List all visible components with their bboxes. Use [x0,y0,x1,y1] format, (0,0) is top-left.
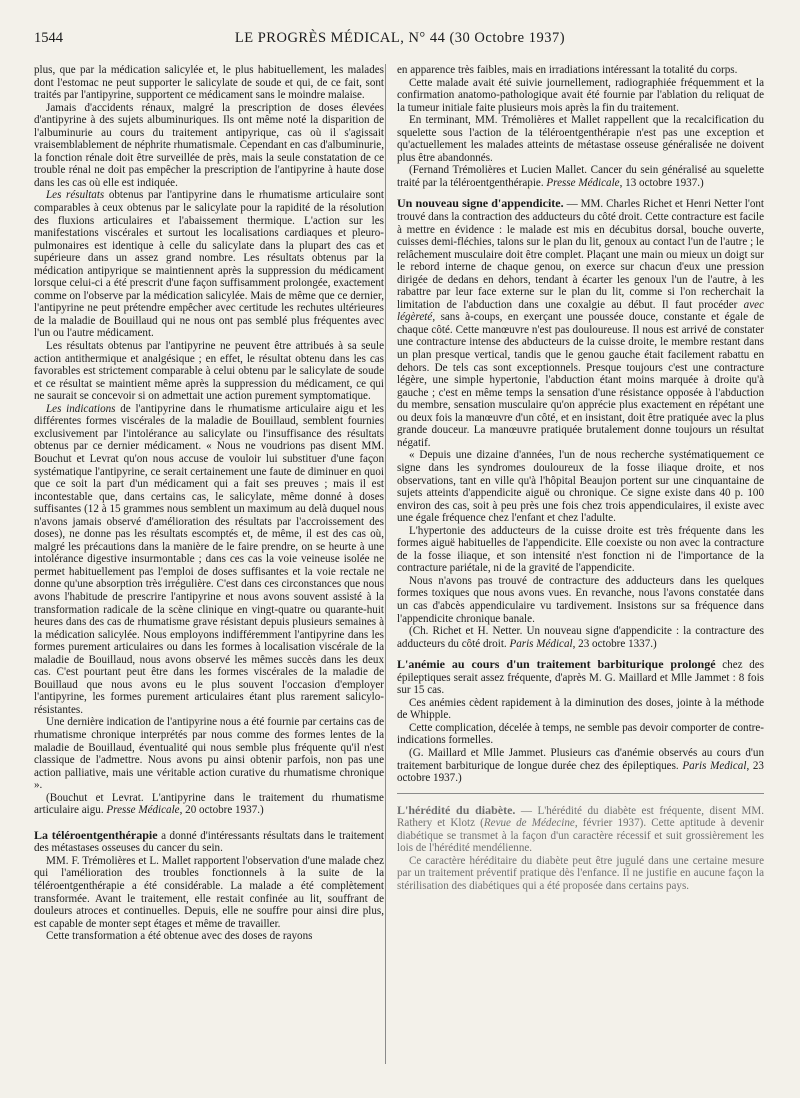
paragraph-text: — MM. Charles Richet et Henri Netter l'ont trouvé dans la contraction des adducteurs du côté droit. Cette contracture est facile à mettre en évidence : le malade est mis en décubitus dorsal, bouche ouverte, cuisses demi-fléchies, talons sur le plan du lit, genoux au contact l'un de l'autre ; le relâchement musculaire doit être complet. Plaçant une main ou mieux un doigt sur le rebord interne de chaque genou, on exerce sur chacun d'eux une pression dirigée de dedans en dehors, tendant à écarter les genoux l'un de l'autre, à les rabattre par leur face externe sur le plan du lit, comme si l'on recherchait la limitation de l'abduction dans une coxalgie au début. Il faut procéder [397,198,764,311]
running-head [34,30,766,52]
paragraph: Ce caractère héréditaire du diabète peut être jugulé dans une certaine mesure par un traitement préventif pratique dès l'enfance. Il ne justifie en aucune façon la stérilisation des diabétiques qui a été proposée dans certains pays. [397,854,764,892]
section-heading: L'anémie au cours d'un traitement barbiturique prolongé [397,657,716,672]
paragraph: MM. F. Trémolières et L. Mallet rapportent l'observation d'une malade chez qui l'amélioration des troubles fonctionnels à la suite de la téléroentgenthérapie a été considérable. La malade a été complètement transformée. Avant le traitement, elle restait confinée au lit, souffrant de douleurs atroces et continuelles. Depuis, elle ne souffre pour ainsi dire plus, est capable de monter sept étages et même de travailler. [34,854,384,930]
left-column [34,64,384,943]
section-divider [397,793,764,794]
paragraph-text: , février 1937). Cette aptitude à devenir diabétique se transmet à la façon d'un caractère récessif et suit grossièrement les lois de l'hérédité mendélienne. [397,817,764,855]
citation-journal: Presse Médicale [546,176,620,189]
paragraph: Jamais d'accidents rénaux, malgré la prescription de doses élevées d'antipyrine à des sujets albuminuriques. Ils ont même noté la disparition de l'albuminurie au cours du traitement antipyrique, cas où il s'agissait vraisemblablement de néphrite rhumatismale. Cependant en cas d'albuminurie, la fonction rénale doit être surveillée de près, mais la seule constatation de ce trouble rénal ne doit pas empêcher la prescription de l'antipyrine à haute dose dans les cas où elle est indiquée. [34,101,384,189]
paragraph-text: obtenus par l'antipyrine dans le rhumatisme articulaire sont comparables à ceux obtenus par le salicylate pour la rapidité de la résolution des fluxions articulaires et l'abaissement thermique. L'action sur les manifestations viscérales et surtout les localisations cardiaques et pleuro-pulmonaires est identique à celle du salicylate dans la plupart des cas et supérieure dans un assez grand nombre. Les résultats obtenus par la médication antipyrique se maintiennent après la suppression du médicament lorsque celui-ci a été prescrit d'une façon suffisamment prolongée, exactement comme on l'observe par la médication salicylée. Mais de même que ce dernier, l'antipyrine ne peut prétendre empêcher avec certitude les rechutes ultérieures de la maladie de Bouillaud qui ne nous ont pas semblé plus fréquentes avec l'un ou l'autre médicament. [34,189,384,340]
section-paragraph [397,658,764,697]
citation [397,747,764,785]
paragraph [34,189,384,340]
citation-journal: Presse Médicale [106,804,180,817]
paragraph: L'hypertonie des adducteurs de la cuisse droite est très fréquente dans les formes aiguë habituelles de l'appendicite. Elle coexiste ou non avec la contracture de la fosse iliaque, et son intensité n'est fonction ni de l'importance de la contracture pariétale, ni de la gravité de l'appendicite. [397,524,764,575]
page-number: 1544 [34,30,63,46]
citation-journal: Paris Medical [682,759,747,772]
citation [34,792,384,817]
section-paragraph [397,804,764,855]
journal-title: LE PROGRÈS MÉDICAL, N° 44 (30 Octobre 1937) [234,30,566,46]
citation-journal: Paris Médical [509,637,573,650]
paragraph: « Depuis une dizaine d'années, l'un de nous recherche systématiquement ce signe dans les syndromes douloureux de la fosse iliaque droite, et nos observations, tant en ville qu'à l'hôpital Beaujon portent sur une cinquantaine de sujets atteints d'appendicite aiguë ou chronique. Ce signe existe dans 40 p. 100 environ des cas, soit à peu près une fois chez trois appendiculaires, il existe avec une égale fréquence chez l'enfant et chez l'adulte. [397,449,764,525]
citation-text: (Fernand Trémolières et Lucien Mallet. Cancer du sein généralisé au squelette traité par la téléroentgenthérapie. [397,164,764,189]
section-paragraph [34,829,384,855]
citation-date: , 23 octobre 1937.) [397,759,764,785]
right-column [397,64,764,892]
citation-text: (Ch. Richet et H. Netter. Un nouveau signe d'appendicite : la contracture des adducteurs du côté droit. [397,625,764,650]
citation-date: , 20 octobre 1937.) [179,804,264,817]
citation [397,625,764,650]
paragraph-text: de l'antipyrine dans le rhumatisme articulaire aigu et les différentes formes viscérales de la maladie de Bouillaud, semblent fournies exclusivement par l'intolérance au salicylate ou l'insuffisance des résultats obtenus par ce dernier médicament. « Nous ne voudrions pas disent MM. Bouchut et Levrat qu'on nous accuse de vouloir lui substituer d'une façon systématique l'antipyrine, ce serait certainement une faute de diminuer en quoi que ce soit la part d'un médicament qui a fait ses preuves ; mais il est incontestable que, dans certains cas, le salicylate, même donné à doses suffisantes (12 à 15 grammes nous semblent un maximum au delà duquel nous n'avons jamais observé d'amélioration des résultats par l'accroissement des doses), ne donne pas les résultats escomptés et, de même, il est des cas où, malgré les précautions dans la manière de le faire prendre, on se heurte à une intolérance digestive insurmontable ; dans ces cas la voie veineuse isolée ne permet habituellement pas l'emploi de doses suffisantes et la voie rectale ne donne qu'une absorption très irrégulière. C'est dans ces circonstances que nous avons l'habitude de prescrire l'antipyrine et nous avons souvent assisté à la transformation radicale de la scène clinique en vingt-quatre ou quarante-huit heures dans des cas de rhumatisme grave résistant depuis plusieurs semaines à la médication salicylée. Nous employons indifféremment l'antipyrine dans les formes purement articulaires ou dans les formes à localisation viscérale de la maladie de Bouillaud, nous avons observé les mêmes succès dans les deux cas. C'est pourtant peut être dans les formes viscérales de la maladie de Bouillaud que nous avons eu le plus souvent l'occasion d'employer l'antipyrine, les formes purement articulaires étant plus rarement salicylo-résistantes. [34,402,384,716]
citation-date: , 23 octobre 1337.) [572,637,657,650]
paragraph: en apparence très faibles, mais en irradiations intéressant la totalité du corps. [397,64,738,76]
paragraph: Les résultats obtenus par l'antipyrine ne peuvent être attribués à sa seule action antithermique et analgésique ; en effet, le résultat obtenu dans les cas favorables est strictement comparable à celui obtenu par le salicylate de soude et ce résultat se maintient même après la suppression du médicament, ce qui ne saurait se concevoir si on admettait une action purement symptomatique. [34,340,384,403]
paragraph-text: , sans à-coups, en exerçant une poussée douce, constante et égale de chaque côté. Cette manœuvre n'est pas douloureuse. Il nous est arrivé de constater une contracture intense des abducteurs de la cuisse droite, le membre restant dans un plan presque vertical, tandis que le genou gauche était facilement rabattu en dehors. De tels cas sont exceptionnels. Presque toujours c'est une contracture légère, une simple hypertonie, l'abduction étant moins marquée à droite qu'à gauche ; c'est en même temps la sensation d'une résistance opposée à l'abduction du membre, sensation musculaire qu'on apprécie plus exactement en répétant une ou deux fois la manœuvre d'un côté, et en insistant, doit être pratiquée avec la plus grande douceur. La manœuvre pratiquée brutalement donne toujours un résultat négatif. [397,311,764,449]
paragraph-text: — L'hérédité du diabète est fréquente, disent MM. Rathery et Klotz ( [397,804,764,830]
column-divider [385,64,386,1064]
paragraph: Cette complication, décelée à temps, ne semble pas devoir comporter de contre-indications formelles. [397,721,764,747]
emphasis: Revue de Médecine [483,817,575,830]
paragraph-lead: Les résultats [46,189,105,202]
paragraph: Une dernière indication de l'antipyrine nous a été fournie par certains cas de rhumatisme chronique interprétés par nous comme des formes lentes de la maladie de Bouillaud, éventualité qui nous semble plus fréquente qu'il n'est classique de l'admettre. Nous avons pu ainsi obtenir parfois, non pas une action palliative, mais une véritable action curative du rhumatisme chronique ». [34,716,384,792]
citation-text: (G. Maillard et Mlle Jammet. Plusieurs cas d'anémie observés au cours d'un traitement barbiturique de longue durée chez des épileptiques. [397,746,764,772]
citation-text: (Bouchut et Levrat. L'antipyrine dans le traitement du rhumatisme articulaire aigu. [34,791,384,817]
paragraph: Cette transformation a été obtenue avec des doses de rayons [46,930,313,943]
paragraph-text: a donné d'intéressants résultats dans le traitement des métastases osseuses du cancer du sein. [34,829,384,855]
paragraph: Ces anémies cèdent rapidement à la diminution des doses, jointe à la méthode de Whipple. [397,696,764,722]
paragraph: plus, que par la médication salicylée et, le plus habituellement, les malades dont l'estomac ne peut supporter le salicylate de soude et qui, de ce fait, sont traités par l'antipyrine, supportent ce médicament sans le moindre malaise. [34,64,384,102]
citation [397,164,764,189]
citation-date: , 13 octobre 1937.) [619,176,704,189]
paragraph-text: chez des épileptiques serait assez fréquente, d'après M. G. Maillard et Mlle Jammet : 8 fois sur 15 cas. [397,659,765,697]
paragraph: Nous n'avons pas trouvé de contracture des adducteurs dans les quelques formes toxiques que nous avons vues. En revanche, nous l'avons constatée dans un cas d'abcès appendiculaire vu tardivement. Insistons sur sa fréquence dans l'appendicite chronique banale. [397,574,764,625]
paragraph [34,403,384,717]
section-heading: Un nouveau signe d'appendicite. [397,196,564,211]
paragraph: En terminant, MM. Trémolières et Mallet rappellent que la recalcification du squelette sous l'action de la téléroentgenthérapie n'est pas une exception et qu'actuellement les malades atteints de métastase osseuse généralisée ne doivent plus être abandonnés. [397,114,764,164]
section-heading: L'hérédité du diabète. [397,802,516,817]
emphasis: avec légèreté [397,298,764,324]
section-paragraph [397,197,764,449]
paragraph-lead: Les indications [46,402,116,415]
paragraph: Cette malade avait été suivie journellement, radiographiée fréquemment et la confirmation anatomo-pathologique avait été fournie par l'ablation du reliquat de la tumeur initiale faite plusieurs mois après la fin du traitement. [397,76,764,114]
section-heading: La téléroentgenthérapie [34,827,158,842]
